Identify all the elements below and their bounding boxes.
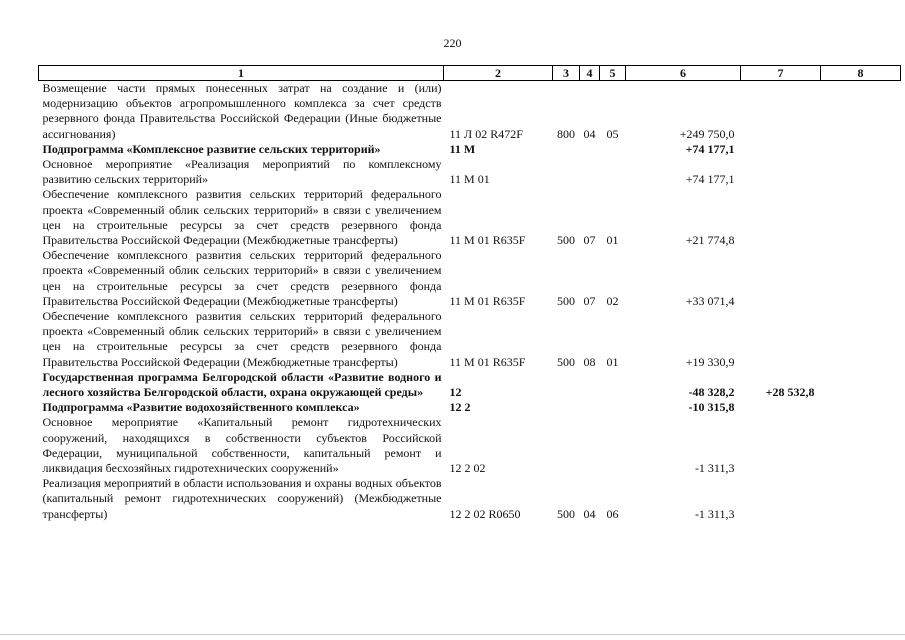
page-edge-divider <box>0 634 905 635</box>
row-amount-cell: +249 750,0 <box>679 126 735 141</box>
row-subsection-cell: 01 <box>606 354 619 369</box>
row-section-cell: 04 <box>583 506 596 521</box>
row-amount-cell <box>741 400 821 415</box>
row-section-cell <box>580 142 600 157</box>
row-name-cell: Основное мероприятие «Реализация мероприятий по комплексному развитию сельских территорий» <box>42 157 442 187</box>
row-expense-type-cell: 500 <box>557 233 575 248</box>
row-code-cell: 11 Л 02 R472F <box>449 126 523 141</box>
row-expense-type-cell <box>553 157 580 187</box>
row-name-cell: Обеспечение комплексного развития сельских территорий федерального проекта «Современный облик сельских территорий» в связи с увеличением цен на строительные ресурсы за счет средств резервного фонда Правительства Российской Федерации (Межбюджетные трансферты) <box>42 187 442 248</box>
row-code-cell: 11 М 01 <box>449 172 490 187</box>
row-amount-cell <box>821 400 901 415</box>
row-amount-cell <box>741 157 821 187</box>
row-code-cell: 11 М 01 R635F <box>449 354 526 369</box>
row-section-cell <box>580 157 600 187</box>
row-amount-cell <box>821 157 901 187</box>
table-body <box>39 81 901 522</box>
row-amount-cell: +28 532,8 <box>765 385 815 400</box>
row-expense-type-cell <box>553 415 580 476</box>
table-row <box>39 157 901 187</box>
table-row <box>39 415 901 476</box>
row-amount-cell: -1 311,3 <box>694 461 735 476</box>
table-row <box>39 142 901 157</box>
row-subsection-cell: 02 <box>606 293 619 308</box>
row-subsection-cell <box>600 142 626 157</box>
row-name-cell: Основное мероприятие «Капитальный ремонт гидротехнических сооружений, находящихся в собственности субъектов Российской Федерации, муниципальной собственности, капитальный ремонт и ликвидация бесхозяйных гидротехнических сооружений» <box>42 415 442 476</box>
row-amount-cell: +74 177,1 <box>685 172 735 187</box>
row-expense-type-cell <box>553 142 580 157</box>
row-section-cell: 07 <box>583 233 596 248</box>
column-header: 4 <box>580 66 600 81</box>
row-amount-cell <box>821 309 901 370</box>
row-name-cell: Обеспечение комплексного развития сельских территорий федерального проекта «Современный облик сельских территорий» в связи с увеличением цен на строительные ресурсы за счет средств резервного фонда Правительства Российской Федерации (Межбюджетные трансферты) <box>42 309 442 369</box>
row-subsection-cell <box>600 400 626 415</box>
table-row <box>39 187 901 248</box>
row-subsection-cell <box>600 415 626 476</box>
row-amount-cell: -1 311,3 <box>694 506 735 521</box>
row-amount-cell: +74 177,1 <box>685 141 735 156</box>
row-expense-type-cell: 500 <box>557 506 575 521</box>
row-name-cell: Возмещение части прямых понесенных затрат на создание и (или) модернизацию объектов агропромышленного комплекса за счет средств резервного фонда Правительства Российской Федерации (Иные бюджетные ассигнования) <box>42 81 442 141</box>
column-header: 2 <box>444 66 553 81</box>
row-amount-cell <box>741 476 821 522</box>
table-row <box>39 476 901 522</box>
column-header: 5 <box>600 66 626 81</box>
row-amount-cell <box>741 81 821 142</box>
row-amount-cell <box>741 415 821 476</box>
table-row <box>39 370 901 400</box>
column-header: 7 <box>741 66 821 81</box>
row-amount-cell: +21 774,8 <box>685 233 735 248</box>
row-expense-type-cell <box>553 370 580 400</box>
row-expense-type-cell <box>553 400 580 415</box>
row-amount-cell <box>821 187 901 248</box>
row-subsection-cell <box>600 157 626 187</box>
column-header: 3 <box>553 66 580 81</box>
row-name-cell: Подпрограмма «Развитие водохозяйственного комплекса» <box>42 400 360 415</box>
page-number: 220 <box>443 36 462 50</box>
table-row <box>39 248 901 309</box>
table-header-row <box>39 66 901 81</box>
row-subsection-cell: 01 <box>606 233 619 248</box>
row-amount-cell <box>741 248 821 309</box>
row-amount-cell <box>821 142 901 157</box>
row-code-cell: 11 М 01 R635F <box>449 293 526 308</box>
row-section-cell <box>580 415 600 476</box>
row-amount-cell <box>821 476 901 522</box>
row-section-cell <box>580 370 600 400</box>
row-expense-type-cell: 500 <box>557 354 575 369</box>
row-section-cell: 07 <box>583 293 596 308</box>
row-section-cell: 08 <box>583 354 596 369</box>
row-amount-cell: -10 315,8 <box>688 400 735 415</box>
row-code-cell: 11 М 01 R635F <box>449 233 526 248</box>
table-row <box>39 81 901 142</box>
row-name-cell: Реализация мероприятий в области использования и охраны водных объектов (капитальный ремонт гидротехнических сооружений) (Межбюджетные трансферты) <box>42 476 442 521</box>
row-amount-cell <box>741 187 821 248</box>
row-expense-type-cell: 800 <box>557 126 575 141</box>
row-name-cell: Обеспечение комплексного развития сельских территорий федерального проекта «Современный облик сельских территорий» в связи с увеличением цен на строительные ресурсы за счет средств резервного фонда Правительства Российской Федерации (Межбюджетные трансферты) <box>42 248 442 308</box>
row-name-cell: Государственная программа Белгородской области «Развитие водного и лесного хозяйства Белгородской области, охрана окружающей среды» <box>42 369 442 400</box>
table-row <box>39 400 901 415</box>
row-amount-cell: +33 071,4 <box>685 293 735 308</box>
table-row <box>39 309 901 370</box>
row-code-cell: 12 <box>449 385 462 400</box>
row-code-cell: 12 2 02 <box>449 461 486 476</box>
row-code-cell: 12 2 <box>449 400 471 415</box>
budget-table <box>38 65 901 522</box>
row-amount-cell <box>821 81 901 142</box>
row-amount-cell: +19 330,9 <box>685 354 735 369</box>
row-subsection-cell: 05 <box>606 126 619 141</box>
row-code-cell: 12 2 02 R0650 <box>449 506 521 521</box>
column-header: 1 <box>39 66 444 81</box>
row-amount-cell <box>821 248 901 309</box>
row-section-cell <box>580 400 600 415</box>
row-amount-cell: -48 328,2 <box>688 385 735 400</box>
column-header: 6 <box>626 66 741 81</box>
row-amount-cell <box>821 415 901 476</box>
row-subsection-cell: 06 <box>606 506 619 521</box>
row-expense-type-cell: 500 <box>557 293 575 308</box>
row-code-cell: 11 М <box>449 141 476 156</box>
row-amount-cell <box>821 370 901 400</box>
row-name-cell: Подпрограмма «Комплексное развитие сельских территорий» <box>42 141 381 156</box>
row-section-cell: 04 <box>583 126 596 141</box>
row-amount-cell <box>741 309 821 370</box>
row-amount-cell <box>741 142 821 157</box>
column-header: 8 <box>821 66 901 81</box>
row-subsection-cell <box>600 370 626 400</box>
